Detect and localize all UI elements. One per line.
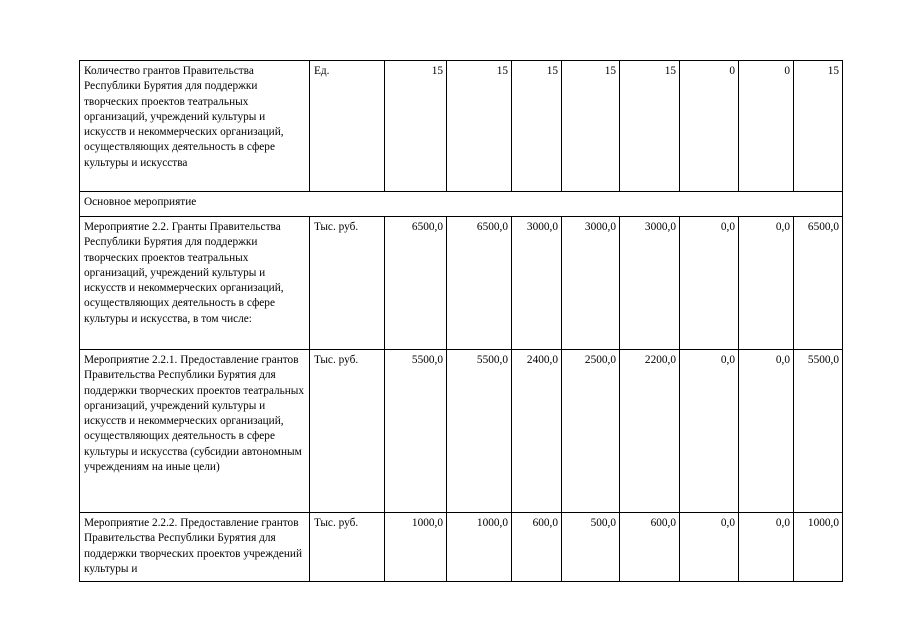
- value-cell: 15: [385, 61, 447, 192]
- row-name-cell: Мероприятие 2.2.2. Предоставление грантов Правительства Республики Бурятия для поддержки творческих проектов учреждений культуры и: [80, 513, 310, 582]
- value-cell: 500,0: [562, 513, 620, 582]
- value-cell: 0,0: [739, 217, 794, 350]
- value-cell: 0,0: [680, 350, 739, 513]
- value-cell: 15: [620, 61, 680, 192]
- value-cell: 0,0: [680, 217, 739, 350]
- value-cell: 3000,0: [512, 217, 562, 350]
- value-cell: 3000,0: [620, 217, 680, 350]
- row-name-cell: Мероприятие 2.2.1. Предоставление грантов Правительства Республики Бурятия для поддержки творческих проектов театральных организаций, учреждений культуры и искусств и некоммерческих организаций, осуществляющих деятельность в сфере культуры и искусства (субсидии автономным учреждениям на иные цели): [80, 350, 310, 513]
- value-cell: 5500,0: [447, 350, 512, 513]
- value-cell: 6500,0: [447, 217, 512, 350]
- value-cell: 5500,0: [794, 350, 843, 513]
- value-cell: 3000,0: [562, 217, 620, 350]
- data-table: [79, 60, 843, 582]
- value-cell: 1000,0: [794, 513, 843, 582]
- value-cell: 0,0: [739, 350, 794, 513]
- value-cell: 15: [562, 61, 620, 192]
- table-row: [80, 192, 843, 217]
- value-cell: 600,0: [512, 513, 562, 582]
- table-row: [80, 350, 843, 513]
- value-cell: 0,0: [739, 513, 794, 582]
- value-cell: 1000,0: [385, 513, 447, 582]
- value-cell: 5500,0: [385, 350, 447, 513]
- section-header-cell: Основное мероприятие: [80, 192, 843, 217]
- row-name-cell: Количество грантов Правительства Республики Бурятия для поддержки творческих проектов театральных организаций, учреждений культуры и искусств и некоммерческих организаций, осуществляющих деятельность в сфере культуры и искусства: [80, 61, 310, 192]
- table-row: [80, 217, 843, 350]
- value-cell: 15: [512, 61, 562, 192]
- value-cell: 2500,0: [562, 350, 620, 513]
- row-unit-cell: Тыс. руб.: [310, 217, 385, 350]
- value-cell: 600,0: [620, 513, 680, 582]
- row-unit-cell: Ед.: [310, 61, 385, 192]
- value-cell: 1000,0: [447, 513, 512, 582]
- row-unit-cell: Тыс. руб.: [310, 350, 385, 513]
- value-cell: 2400,0: [512, 350, 562, 513]
- table-row: [80, 513, 843, 582]
- value-cell: 15: [447, 61, 512, 192]
- value-cell: 0: [680, 61, 739, 192]
- value-cell: 6500,0: [794, 217, 843, 350]
- value-cell: 0,0: [680, 513, 739, 582]
- row-unit-cell: Тыс. руб.: [310, 513, 385, 582]
- row-name-cell: Мероприятие 2.2. Гранты Правительства Республики Бурятия для поддержки творческих проектов театральных организаций, учреждений культуры и искусств и некоммерческих организаций, осуществляющих деятельность в сфере культуры и искусства, в том числе:: [80, 217, 310, 350]
- table-row: [80, 61, 843, 192]
- value-cell: 15: [794, 61, 843, 192]
- value-cell: 2200,0: [620, 350, 680, 513]
- value-cell: 6500,0: [385, 217, 447, 350]
- value-cell: 0: [739, 61, 794, 192]
